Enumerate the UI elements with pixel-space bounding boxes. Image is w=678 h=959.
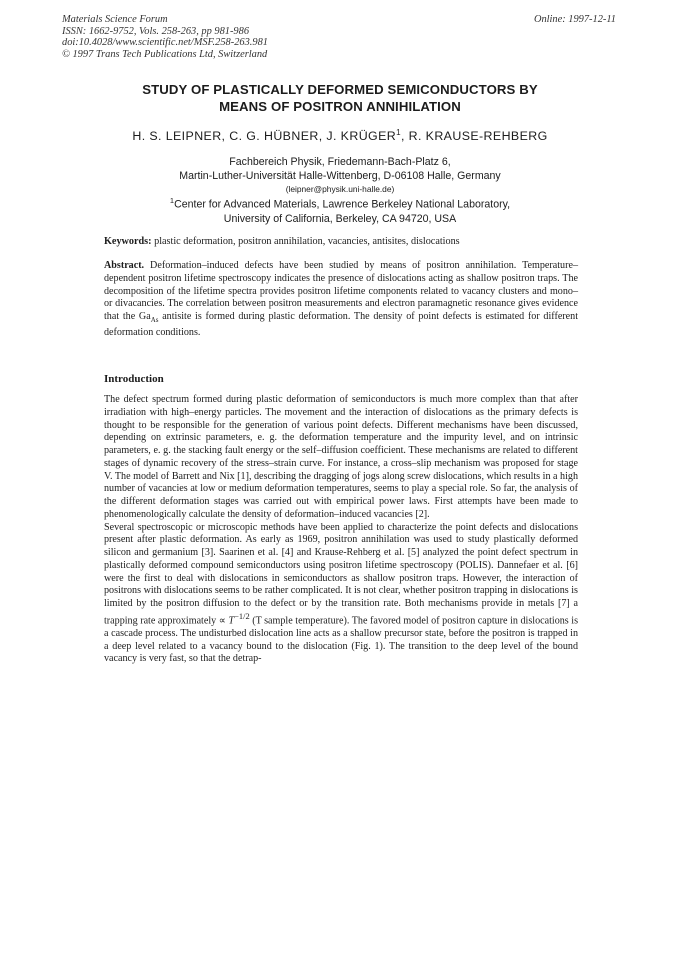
title-line-1: STUDY OF PLASTICALLY DEFORMED SEMICONDUCTORS BY: [142, 82, 538, 97]
affiliation-halle: [60, 155, 620, 195]
doi-line[interactable]: doi:10.4028/www.scientific.net/MSF.258-263.981: [62, 37, 268, 49]
affiliation-berkeley-line-2: University of California, Berkeley, CA 94720, USA: [223, 212, 457, 225]
keywords-text: plastic deformation, positron annihilation, vacancies, antisites, dislocations: [151, 236, 460, 247]
introduction-paragraph-1: The defect spectrum formed during plastic deformation of semiconductors is much more complex than that after irradiation with high–energy particles. The movement and the interaction of dislocations as the primary defects is thought to be responsible for the generation of various point defects. Different mechanisms have been discussed, depending on extrinsic parameters, e. g. the deformation temperature and the impurity level, and on intrinsic parameters, e. g. the stacking fault energy or the self–diffusion coefficient. These mechanisms are related to different stages of dynamic recovery of the stress–strain curve. For instance, a cross–slip mechanism was proposed for stage V. The model of Barrett and Nix [1], describing the dragging of jogs along screw dislocations, which results in a high number of vacancies at low or medium deformation temperatures, seems to play a special role. So far, the analysis of the different deformation stages was carried out with empirical power laws. First attempts have been made to phenomenologically calculate the density of deformation–induced vacancies [2].: [104, 394, 578, 520]
abstract-label: Abstract.: [104, 260, 145, 271]
formula-exponent: −1/2: [234, 611, 250, 621]
authors-part-2: , R. KRAUSE-REHBERG: [400, 129, 548, 144]
affiliation-halle-line-2: Martin-Luther-Universität Halle-Wittenberg, D-06108 Halle, Germany: [179, 170, 501, 182]
author-list: [60, 125, 620, 144]
authors-superscript: 1: [396, 128, 401, 137]
formula-temperature: T: [228, 615, 235, 627]
issn-line: ISSN: 1662-9752, Vols. 258-263, pp 981-986: [62, 25, 250, 37]
abstract-text-1: Deformation–induced defects have been studied by means of positron annihilation. Temperature–dependent positron lifetime spectroscopy indicates the presence of dislocations acting as shallow positron traps. The decomposition of the lifetime spectra provides positron lifetime components related to vacancy clusters and mono– or divacancies. The correlation between positron measurements and electron paramagnetic resonance gives evidence that the Ga: [104, 260, 578, 322]
affiliation-halle-line-1: Fachbereich Physik, Friedemann-Bach-Platz 6,: [229, 156, 451, 168]
introduction-heading: Introduction: [104, 373, 164, 385]
affiliation-berkeley: [60, 194, 620, 226]
title-line-2: MEANS OF POSITRON ANNIHILATION: [219, 99, 461, 114]
online-date: Online: 1997-12-11: [533, 14, 616, 25]
abstract-text-2: antisite is formed during plastic deformation. The density of point defects is estimated for different deformation conditions.: [104, 311, 578, 338]
introduction-paragraph-2: [104, 522, 578, 667]
affiliation-berkeley-line-1: Center for Advanced Materials, Lawrence Berkeley National Laboratory,: [174, 198, 511, 211]
introduction-paragraph-2a: Several spectroscopic or microscopic methods have been applied to characterize the point defects and dislocations present after plastic deformation. As early as 1969, positron annihilation was used to study plastically deformed silicon and germanium [3]. Saarinen et al. [4] and Krause-Rehberg et al. [5] analyzed the point defect spectrum in plastically deformed compound semiconductors using positron lifetime spectroscopy (POLIS). Dannefaer et al. [6] were the first to deal with dislocations in semiconductors as shallow positron traps. However, the interaction of positrons with dislocations seems to be rather complicated. It is not clear, whether positron trapping in dislocations is limited by the positron diffusion to the defect or by the transition rate. Both mechanisms provide in metals [7] a trapping rate approximately ∝: [104, 521, 578, 627]
affiliation-berkeley-marker: 1: [169, 196, 175, 205]
author-email[interactable]: (leipner@physik.uni-halle.de): [285, 184, 395, 194]
authors-part-1: H. S. LEIPNER, C. G. HÜBNER, J. KRÜGER: [132, 129, 397, 144]
journal-name: Materials Science Forum: [62, 14, 168, 25]
abstract: [104, 260, 578, 340]
abstract-subscript: As: [150, 316, 159, 325]
introduction-body: [104, 394, 578, 666]
introduction-paragraph-2b: (T sample temperature). The favored model of positron capture in dislocations is a cascade process. The undisturbed dislocation line acts as a shallow precursor state, before the positron is trapped in a deep level related to a vacancy bound to the dislocation (Fig. 1). The transition to the deep level of the bound vacancy is very fast, so that the detrap-: [104, 615, 579, 665]
keywords-label: Keywords:: [104, 236, 152, 247]
copyright-line: © 1997 Trans Tech Publications Ltd, Switzerland: [62, 48, 268, 60]
paper-title: [80, 81, 600, 115]
keywords: [104, 235, 580, 248]
